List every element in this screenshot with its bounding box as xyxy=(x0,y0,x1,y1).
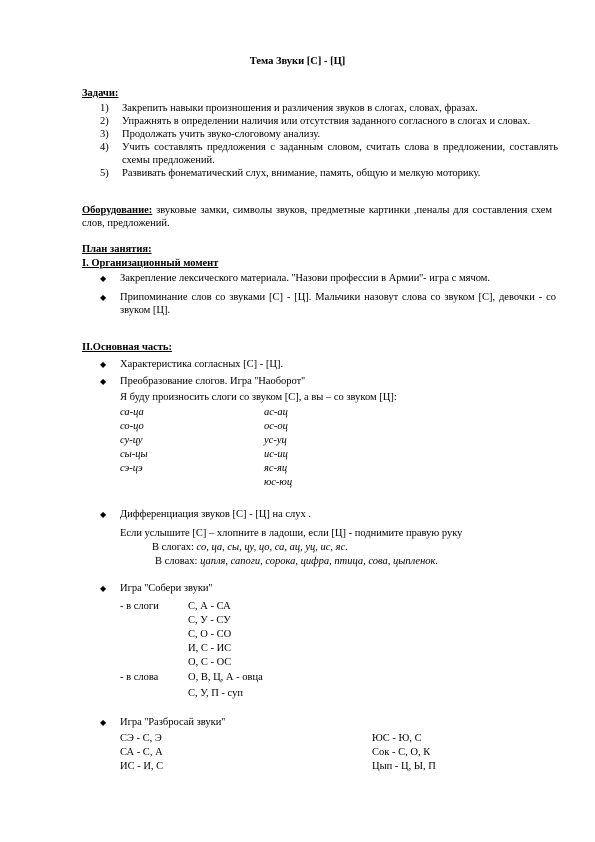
task-number: 2) xyxy=(100,116,109,127)
bullet-icon: ◆ xyxy=(100,293,107,302)
tasks-list xyxy=(92,102,558,180)
plan-heading: План занятия: xyxy=(82,244,152,255)
bullet-icon: ◆ xyxy=(100,274,107,283)
list-item: ис-иц xyxy=(264,449,288,460)
list-item: су-цу xyxy=(120,435,143,446)
task-item xyxy=(92,141,558,167)
task-item xyxy=(92,167,558,180)
list-item: Цып - Ц, Ы, П xyxy=(372,761,436,772)
game1-syllables-label: - в слоги xyxy=(120,601,159,612)
list-item: сы-цы xyxy=(120,449,148,460)
task-item xyxy=(92,128,558,141)
list-item: ◆ Характеристика согласных [С] - [Ц]. xyxy=(100,359,284,370)
list-item: сэ-цэ xyxy=(120,463,143,474)
list-item: И, С - ИС xyxy=(188,643,232,654)
game1-bullet-block xyxy=(100,582,556,595)
list-item: ◆ Закрепление лексического материала. ''Назови профессии в Армии''- игра с мячом. xyxy=(100,273,491,284)
list-item: ◆ Игра ''Разбросай звуки'' xyxy=(100,717,226,728)
game1-words-label: - в слова xyxy=(120,672,159,683)
bullet-icon: ◆ xyxy=(100,360,107,369)
syllable-instruction: Я буду произносить слоги со звуком [С], а вы – со звуком [Ц]: xyxy=(120,392,397,403)
list-item: СА - С, А xyxy=(120,747,163,758)
list-item: ус-уц xyxy=(264,435,287,446)
task-text: Развивать фонематический слух, внимание, память, общую и мелкую моторику. xyxy=(122,168,481,179)
list-item: са-ца xyxy=(120,407,144,418)
list-item: ЮС - Ю, С xyxy=(372,733,422,744)
task-number: 4) xyxy=(100,142,109,153)
task-item xyxy=(92,102,558,115)
diff-instruction: Если услышите [С] – хлопните в ладоши, если [Ц] - поднимите правую руку xyxy=(120,528,463,539)
equipment-text: звуковые замки, символы звуков, предметные картинки ,пеналы для составления схем слов, предложений. xyxy=(82,205,552,229)
page-title: Тема Звуки [С] - [Ц] xyxy=(249,56,346,67)
game2-bullet-block xyxy=(100,716,556,729)
list-item: ос-оц xyxy=(264,421,288,432)
list-item: С, А - СА xyxy=(188,601,231,612)
part2-heading: II.Основная часть: xyxy=(82,342,172,353)
list-item: ◆ Преобразование слогов. Игра ''Наоборот'' xyxy=(100,376,306,387)
diff-bullet-block xyxy=(100,508,556,521)
task-number: 1) xyxy=(100,103,109,114)
list-item: ◆ Припоминание слов со звуками [С] - [Ц]. Мальчики назовут слова со звуком [С], девочки - со звуком [Ц]. xyxy=(100,292,556,316)
list-item: яс-яц xyxy=(264,463,288,474)
list-item: юс-юц xyxy=(264,477,293,488)
list-item: СЭ - С, Э xyxy=(120,733,162,744)
task-text: Учить составлять предложения с заданным словом, считать слова в предложении, составлять схемы предложений. xyxy=(122,142,558,166)
part2-bullets xyxy=(100,358,556,388)
task-text: Продолжать учить звуко-слоговому анализу. xyxy=(122,129,321,140)
tasks-heading: Задачи: xyxy=(82,88,119,99)
list-item: С, У, П - суп xyxy=(188,688,243,699)
list-item: ◆ Игра ''Собери звуки'' xyxy=(100,583,213,594)
list-item: О, В, Ц, А - овца xyxy=(188,672,263,683)
task-item xyxy=(92,115,558,128)
list-item: С, О - СО xyxy=(188,629,232,640)
bullet-icon: ◆ xyxy=(100,718,107,727)
bullet-icon: ◆ xyxy=(100,377,107,386)
task-text: Упражнять в определении наличия или отсутствия заданного согласного в слогах и словах. xyxy=(122,116,531,127)
equipment-label: Оборудование: xyxy=(82,205,153,216)
diff-words: В словах: цапля, сапоги, сорока, цифра, птица, сова, цыпленок. xyxy=(155,556,439,567)
task-text: Закрепить навыки произношения и различения звуков в слогах, словах, фразах. xyxy=(122,103,478,114)
list-item: О, С - ОС xyxy=(188,657,232,668)
list-item: со-цо xyxy=(120,421,144,432)
bullet-icon: ◆ xyxy=(100,584,107,593)
list-item: ◆ Дифференциация звуков [С] - [Ц] на слух . xyxy=(100,509,312,520)
task-number: 3) xyxy=(100,129,109,140)
list-item: ИС - И, С xyxy=(120,761,164,772)
list-item: Сок - С, О, К xyxy=(372,747,431,758)
bullet-icon: ◆ xyxy=(100,510,107,519)
task-number: 5) xyxy=(100,168,109,179)
list-item: ас-ац xyxy=(264,407,288,418)
diff-syllables: В слогах: со, ца, сы, цу, цо, са, ац, уц, ис, яс. xyxy=(152,542,348,553)
equipment-paragraph xyxy=(82,204,552,230)
part1-bullets xyxy=(100,272,556,323)
part1-heading: I. Организационный момент xyxy=(82,258,219,269)
list-item: С, У - СУ xyxy=(188,615,231,626)
